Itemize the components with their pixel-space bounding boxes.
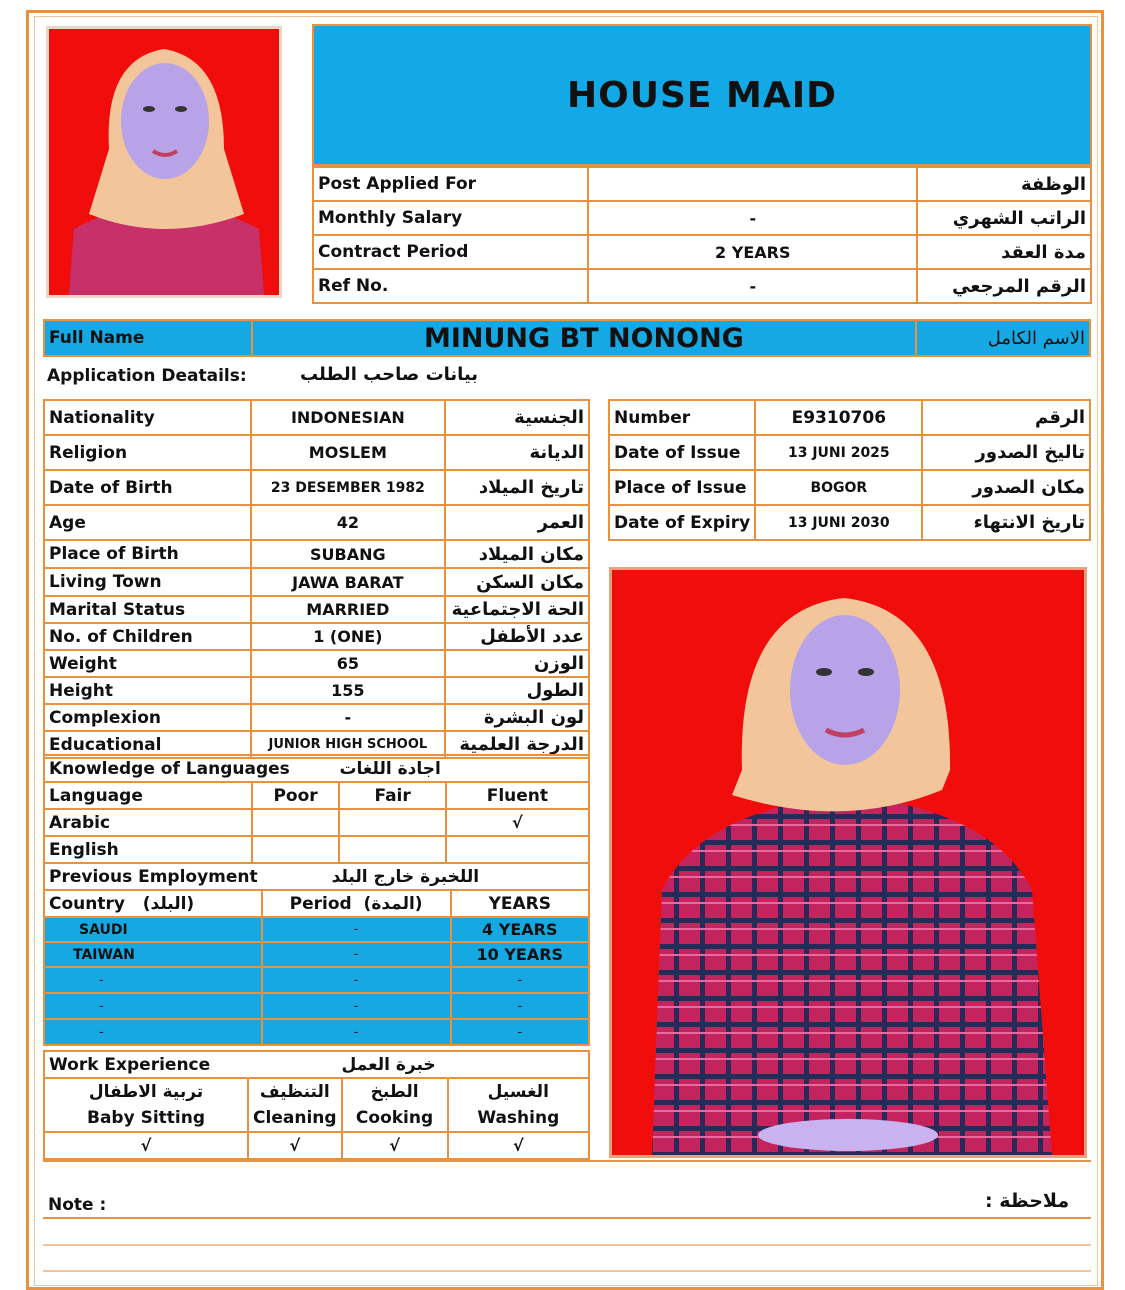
skill-mark: √ [448, 1132, 589, 1159]
work-experience-label-ar: خبرة العمل [342, 1051, 589, 1078]
personal-label: Age [44, 505, 251, 540]
period-header-ar: (المدة) [363, 893, 423, 914]
employment-header-row [44, 890, 589, 917]
personal-label-ar: الدرجة العلمية [445, 731, 589, 758]
personal-row [44, 650, 589, 677]
personal-label-ar: مكان السكن [445, 568, 589, 596]
skill-label: Cleaning [253, 1108, 337, 1128]
personal-label-ar: العمر [445, 505, 589, 540]
skill-label-ar: تربية الاطفال [88, 1082, 204, 1102]
language-fluent: √ [446, 809, 589, 836]
note-line [43, 1270, 1091, 1272]
skill-mark: √ [248, 1132, 342, 1159]
personal-label: Living Town [44, 568, 251, 596]
personal-label: Weight [44, 650, 251, 677]
skill-mark: √ [44, 1132, 248, 1159]
personal-row [44, 400, 589, 435]
personal-value: SUBANG [251, 540, 445, 568]
language-fluent [446, 836, 589, 863]
languages-label: Knowledge of Languages [44, 755, 339, 782]
skill-mark: √ [342, 1132, 448, 1159]
skill-label-ar: الطبخ [370, 1082, 419, 1102]
passport-value: BOGOR [755, 470, 922, 505]
language-row [44, 809, 589, 836]
job-label: Monthly Salary [313, 201, 588, 235]
country-header: Country [49, 893, 125, 914]
job-info-table [312, 166, 1092, 304]
personal-row [44, 505, 589, 540]
personal-row [44, 470, 589, 505]
personal-label: No. of Children [44, 623, 251, 650]
passport-label-ar: الرقم [922, 400, 1090, 435]
personal-label-ar: مكان الميلاد [445, 540, 589, 568]
personal-label: Marital Status [44, 596, 251, 623]
job-label-ar: الرقم المرجعي [917, 269, 1091, 303]
employment-period: - [262, 1019, 451, 1045]
language-fair [339, 809, 445, 836]
job-row [313, 235, 1091, 269]
language-poor [252, 809, 340, 836]
full-name-label-ar: الاسم الكامل [916, 320, 1090, 356]
work-skill-row [44, 1078, 589, 1132]
personal-row [44, 623, 589, 650]
note-top-line [43, 1160, 1091, 1162]
full-name-label: Full Name [44, 320, 252, 356]
employment-period: - [262, 967, 451, 993]
personal-label-ar: الجنسية [445, 400, 589, 435]
skill-label: Cooking [355, 1108, 434, 1128]
employment-country: SAUDI [44, 917, 262, 942]
passport-value: 13 JUNI 2030 [755, 505, 922, 540]
languages-header-row [44, 782, 589, 809]
languages-table [43, 754, 590, 864]
personal-row [44, 704, 589, 731]
employment-row [44, 993, 589, 1019]
employment-label-ar: اللخبرة خارج البلد [262, 863, 589, 890]
passport-info-table [608, 399, 1091, 541]
note-line [43, 1217, 1091, 1219]
portrait-photo-full [609, 567, 1087, 1158]
employment-country: - [44, 993, 262, 1019]
job-value: 2 YEARS [588, 235, 917, 269]
language-fair [339, 836, 445, 863]
employment-row [44, 942, 589, 967]
employment-row [44, 967, 589, 993]
employment-table [43, 862, 590, 1046]
job-value: - [588, 269, 917, 303]
passport-value: E9310706 [755, 400, 922, 435]
employment-period: - [262, 942, 451, 967]
skill-label-ar: الغسيل [487, 1082, 549, 1102]
employment-years: - [451, 967, 589, 993]
passport-label-ar: تاريخ الانتهاء [922, 505, 1090, 540]
full-name-value: MINUNG BT NONONG [252, 320, 917, 356]
personal-label-ar: الحة الاجتماعية [445, 596, 589, 623]
employment-period: - [262, 993, 451, 1019]
personal-label: Religion [44, 435, 251, 470]
passport-label: Date of Expiry [609, 505, 755, 540]
personal-value: - [251, 704, 445, 731]
personal-value: JUNIOR HIGH SCHOOL [251, 731, 445, 758]
personal-label-ar: الديانة [445, 435, 589, 470]
application-details-label: Application Deatails: [47, 366, 247, 386]
language-row [44, 836, 589, 863]
job-label-ar: الراتب الشهري [917, 201, 1091, 235]
note-label-ar: ملاحظة : [985, 1190, 1070, 1212]
note-line [43, 1244, 1091, 1246]
language-poor [252, 836, 340, 863]
job-row [313, 167, 1091, 201]
personal-label: Height [44, 677, 251, 704]
skill-label: Washing [477, 1108, 560, 1128]
passport-label: Place of Issue [609, 470, 755, 505]
personal-label: Complexion [44, 704, 251, 731]
language-name: English [44, 836, 252, 863]
language-name: Arabic [44, 809, 252, 836]
years-header: YEARS [451, 890, 589, 917]
work-experience-label: Work Experience [44, 1051, 342, 1078]
personal-label-ar: تاريخ الميلاد [445, 470, 589, 505]
personal-label: Nationality [44, 400, 251, 435]
language-header: Language [44, 782, 252, 809]
job-value: - [588, 201, 917, 235]
personal-label: Place of Birth [44, 540, 251, 568]
skill-label: Baby Sitting [87, 1108, 206, 1128]
period-header: Period [289, 893, 352, 914]
country-header-ar: (البلد) [142, 893, 195, 914]
personal-value: 42 [251, 505, 445, 540]
employment-label: Previous Employment [44, 863, 262, 890]
personal-value: INDONESIAN [251, 400, 445, 435]
passport-row [609, 470, 1090, 505]
personal-value: 23 DESEMBER 1982 [251, 470, 445, 505]
note-label: Note : [48, 1195, 107, 1215]
passport-row [609, 400, 1090, 435]
passport-value: 13 JUNI 2025 [755, 435, 922, 470]
full-name-bar [43, 319, 1091, 357]
personal-row [44, 540, 589, 568]
personal-value: 1 (ONE) [251, 623, 445, 650]
skill-label-ar: التنظيف [259, 1082, 330, 1102]
employment-row [44, 1019, 589, 1045]
employment-years: - [451, 993, 589, 1019]
job-label-ar: الوظفة [917, 167, 1091, 201]
personal-label-ar: الطول [445, 677, 589, 704]
passport-label: Date of Issue [609, 435, 755, 470]
passport-row [609, 435, 1090, 470]
passport-label: Number [609, 400, 755, 435]
employment-period: - [262, 917, 451, 942]
job-row [313, 269, 1091, 303]
personal-label-ar: الوزن [445, 650, 589, 677]
personal-value: MOSLEM [251, 435, 445, 470]
employment-years: 10 YEARS [451, 942, 589, 967]
page-title: HOUSE MAID [567, 74, 837, 116]
passport-label-ar: مكان الصدور [922, 470, 1090, 505]
job-label: Post Applied For [313, 167, 588, 201]
personal-row [44, 568, 589, 596]
personal-label-ar: عدد الأطفل [445, 623, 589, 650]
personal-value: JAWA BARAT [251, 568, 445, 596]
job-label: Contract Period [313, 235, 588, 269]
languages-label-ar: اجادة اللغات [339, 755, 589, 782]
fair-header: Fair [339, 782, 445, 809]
employment-years: - [451, 1019, 589, 1045]
passport-label-ar: تاليخ الصدور [922, 435, 1090, 470]
job-label-ar: مدة العقد [917, 235, 1091, 269]
employment-country: TAIWAN [44, 942, 262, 967]
personal-value: 155 [251, 677, 445, 704]
passport-row [609, 505, 1090, 540]
poor-header: Poor [252, 782, 340, 809]
portrait-photo-small [46, 26, 282, 298]
job-label: Ref No. [313, 269, 588, 303]
work-mark-row [44, 1132, 589, 1159]
personal-value: 65 [251, 650, 445, 677]
job-row [313, 201, 1091, 235]
personal-label: Date of Birth [44, 470, 251, 505]
fluent-header: Fluent [446, 782, 589, 809]
personal-info-table [43, 399, 590, 759]
job-value [588, 167, 917, 201]
employment-country: - [44, 967, 262, 993]
title-banner [312, 24, 1092, 166]
personal-row [44, 596, 589, 623]
personal-label: Educational [44, 731, 251, 758]
personal-row [44, 677, 589, 704]
work-experience-table [43, 1050, 590, 1160]
personal-label-ar: لون البشرة [445, 704, 589, 731]
employment-years: 4 YEARS [451, 917, 589, 942]
employment-country: - [44, 1019, 262, 1045]
application-details-label-ar: بيانات صاحب الطلب [300, 364, 479, 385]
personal-row [44, 435, 589, 470]
personal-value: MARRIED [251, 596, 445, 623]
employment-row [44, 917, 589, 942]
